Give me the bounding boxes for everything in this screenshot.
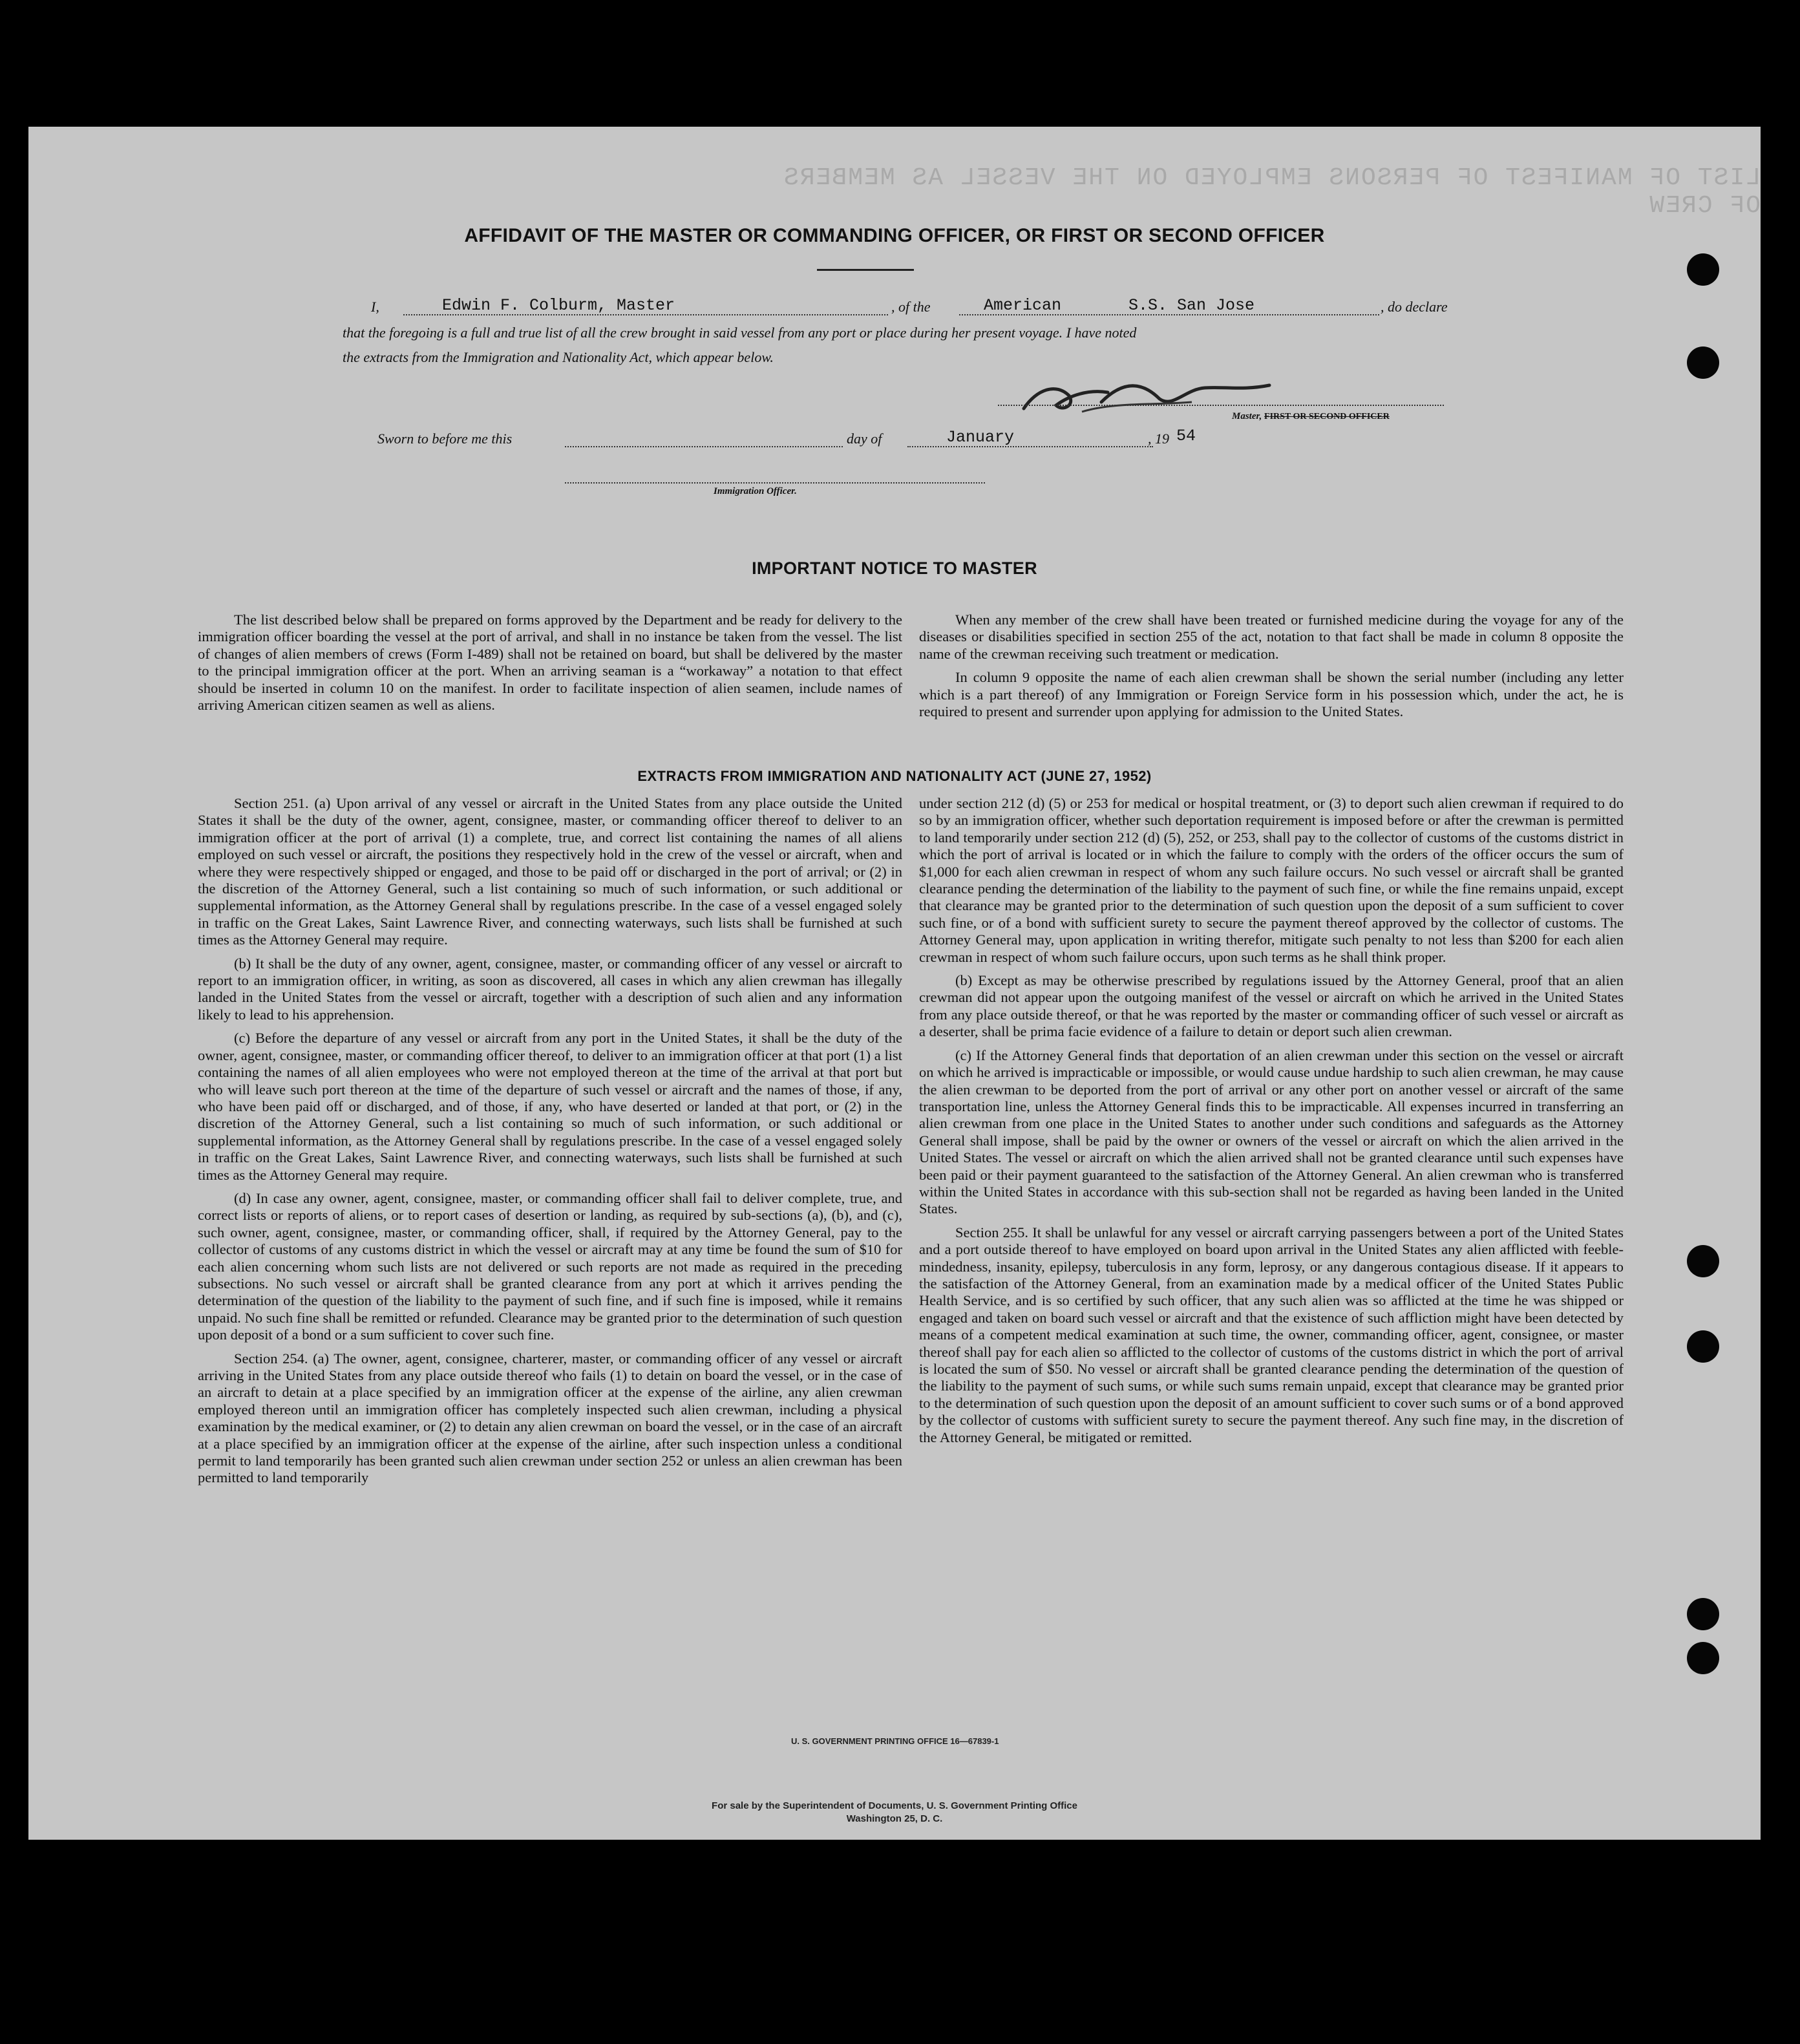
- master-name: Edwin F. Colburm, Master: [442, 296, 675, 315]
- bleed-through-heading: LIST OF MANIFEST OF PERSONS EMPLOYED ON THE VESSEL AS MEMBERS OF CREW: [782, 164, 1761, 220]
- notice-left-column: [198, 612, 902, 720]
- notice-title: IMPORTANT NOTICE TO MASTER: [752, 559, 1037, 578]
- extracts-left-column: [198, 795, 902, 1493]
- year-prefix: , 19: [1148, 431, 1169, 447]
- sworn-month: January: [946, 428, 1015, 447]
- section-254-c: (c) If the Attorney General finds that deportation of an alien crewman under this section on the vessel or aircraft on which he arrived is impracticable or impossible, or would cause undue hardship to such alien crewman, he may cause the alien crewman to be deported from the port of arrival or any other port on another vessel or aircraft of the same transportation line, unless the Attorney General finds this to be impracticable. All expenses incurred in transferring an alien crewman from one place in the United States to another under such conditions and safeguards as the Attorney General shall impose, shall be paid by the owner or owners of the vessel or aircraft on which the alien arrived in the United States. The vessel or aircraft on which the alien arrived shall not be granted clearance until such expenses have been paid or their payment guaranteed to the satisfaction of the Attorney General. An alien crewman who is transferred within the United States in accordance with this sub-section shall not be regarded as having been landed in the United States.: [919, 1047, 1624, 1217]
- notice-right-column: [919, 612, 1624, 727]
- affidavit-i-label: I,: [371, 299, 379, 315]
- printing-office-note: U. S. GOVERNMENT PRINTING OFFICE 16—67839-1: [791, 1736, 999, 1746]
- sale-notice: [28, 1800, 1761, 1826]
- struck-officer-caption: FIRST OR SECOND OFFICER: [1264, 412, 1390, 421]
- immigration-officer-caption: Immigration Officer.: [714, 486, 797, 496]
- section-251-c: (c) Before the departure of any vessel or aircraft from any port in the United States, it shall be the duty of the owner, agent, consignee, master, or commanding officer thereof, to deliver to an immigration officer at that port (1) a list containing the names of all alien employees who were not employed thereon at the time of the arrival at that port but who will leave such port thereon at the time of the departure of such vessel or aircraft and the names of those, if any, who have been paid off or discharged, and of those, if any, who have deserted or landed at that port, or (2) in the discretion of the Attorney General, such a list containing so much of such information, or such additional or supplemental information, as the Attorney General shall by regulations prescribe. In the case of a vessel engaged solely in traffic on the Great Lakes, Saint Lawrence River, and connecting waterways, such lists shall be furnished at such times as the Attorney General may require.: [198, 1030, 902, 1183]
- sworn-day-line: [565, 446, 843, 447]
- punch-hole: [1687, 1598, 1719, 1630]
- affidavit-line-2: that the foregoing is a full and true list of all the crew brought in said vessel from any port or place during her present voyage. I have noted: [343, 325, 1137, 341]
- punch-hole: [1687, 1642, 1719, 1674]
- vessel-nationality: American: [984, 296, 1062, 315]
- immigration-officer-line: [565, 482, 985, 484]
- extracts-title: EXTRACTS FROM IMMIGRATION AND NATIONALITY ACT (JUNE 27, 1952): [637, 768, 1152, 784]
- sworn-year: 54: [1176, 427, 1196, 445]
- master-caption-label: Master,: [1232, 411, 1262, 421]
- vessel-name: S.S. San Jose: [1128, 296, 1255, 315]
- sworn-month-line: [907, 446, 1153, 447]
- section-254-a-continued: under section 212 (d) (5) or 253 for medical or hospital treatment, or (3) to deport such alien crewman if required to do so by an immigration officer, whether such deportation requirement is imposed before or after the crewman is permitted to land temporarily under section 212 (d) (5), 252, or 253, shall pay to the collector of customs of the customs district in which the port of arrival is located or in which the failure to comply with the orders of the officer occurs the sum of $1,000 for each alien crewman in respect of whom any such failure occurs. No such vessel or aircraft shall be granted clearance pending the determination of the liability to the payment of such fine, or while the fine remains unpaid, except that clearance may be granted prior to the determination of such question upon the deposit of a sum sufficient to cover such fine, or of a bond with sufficient surety to secure the payment thereof approved by the collector of customs. The Attorney General may, upon application in writing therefor, mitigate such penalty to not less than $200 for each alien crewman in respect of whom such failure occurs, upon such terms as he shall think proper.: [919, 795, 1624, 965]
- affidavit-line-3: the extracts from the Immigration and Nationality Act, which appear below.: [343, 349, 774, 365]
- punch-hole: [1687, 1330, 1719, 1363]
- title-rule: [817, 269, 914, 271]
- sworn-label: Sworn to before me this: [377, 431, 513, 447]
- notice-right-paragraph-1: When any member of the crew shall have been treated or furnished medicine during the voyage for any of the diseases or disabilities specified in section 255 of the act, notation to that fact shall be made in column 8 opposite the name of the crewman receiving such treatment or medication.: [919, 612, 1624, 662]
- master-signature-line: [998, 405, 1444, 406]
- punch-hole: [1687, 1245, 1719, 1277]
- do-declare-label: , do declare: [1381, 299, 1448, 315]
- section-254-b: (b) Except as may be otherwise prescribed by regulations issued by the Attorney General, proof that an alien crewman did not appear upon the outgoing manifest of the vessel or aircraft on which he arrived in the United States from any place outside thereof, or that he was reported by the master or commanding officer of such vessel or aircraft as a deserter, shall be prima facie evidence of a failure to detain or deport such alien crewman.: [919, 972, 1624, 1040]
- sale-line-2: Washington 25, D. C.: [846, 1813, 943, 1824]
- notice-left-paragraph: The list described below shall be prepared on forms approved by the Department and be ready for delivery to the immigration officer boarding the vessel at the port of arrival, and shall in no instance be taken from the vessel. The list of changes of alien members of crews (Form I-489) shall not be retained on board, but shall be delivered by the master to the principal immigration officer at the port. When an arriving seaman is a “workaway” a notation to that effect should be inserted in column 10 on the manifest. In order to facilitate inspection of alien seamen, include names of arriving American citizen seamen as well as aliens.: [198, 612, 902, 714]
- punch-hole: [1687, 346, 1719, 379]
- of-the-label: , of the: [891, 299, 931, 315]
- section-251-b: (b) It shall be the duty of any owner, agent, consignee, master, or commanding officer of any vessel or aircraft to report to an immigration officer, in writing, as soon as discovered, all cases in which any alien crewman has illegally landed in the United States from the vessel or aircraft, together with a description of such alien and any information likely to lead to his apprehension.: [198, 955, 902, 1023]
- extracts-right-column: [919, 795, 1624, 1453]
- sale-line-1: For sale by the Superintendent of Documents, U. S. Government Printing Office: [712, 1800, 1077, 1811]
- section-254-a: Section 254. (a) The owner, agent, consignee, charterer, master, or commanding officer of any vessel or aircraft arriving in the United States from any place outside thereof who fails (1) to detain on board the vessel, or in the case of an aircraft to detain at a place specified by an immigration officer at the expense of the airline, any alien crewman employed thereon until an immigration officer has completely inspected such alien crewman, including a physical examination by the medical examiner, or (2) to detain any alien crewman on board the vessel, or in the case of an aircraft at a place specified by an immigration officer at the expense of the airline, after such inspection unless a conditional permit to land temporarily has been granted such alien crewman under section 252 or unless an alien crewman has been permitted to land temporarily: [198, 1350, 902, 1486]
- day-of-label: day of: [847, 431, 882, 447]
- section-251-a: Section 251. (a) Upon arrival of any vessel or aircraft in the United States from any place outside the United States it shall be the duty of the owner, agent, consignee, master, or commanding officer thereof to deliver to an immigration officer at the port of arrival (1) a complete, true, and correct list containing the names of all aliens employed on such vessel or aircraft, the positions they respectively hold in the crew of the vessel or aircraft, when and where they were respectively shipped or engaged, and those to be paid off or discharged in the port of arrival; or (2) in the discretion of the Attorney General, such a list containing so much of such information, or such additional or supplemental information, as the Attorney General shall by regulations prescribe. In the case of a vessel engaged solely in traffic on the Great Lakes, Saint Lawrence River, and connecting waterways, such lists shall be furnished at such times as the Attorney General may require.: [198, 795, 902, 948]
- notice-right-paragraph-2: In column 9 opposite the name of each alien crewman shall be shown the serial number (including any letter which is a part thereof) of any Immigration or Foreign Service form in his possession which, under the act, he is required to present and surrender upon applying for admission to the United States.: [919, 669, 1624, 720]
- master-caption: [1232, 411, 1390, 422]
- punch-hole: [1687, 253, 1719, 286]
- document-sheet: [28, 127, 1761, 1840]
- affidavit-title: AFFIDAVIT OF THE MASTER OR COMMANDING OFFICER, OR FIRST OR SECOND OFFICER: [464, 225, 1325, 246]
- section-251-d: (d) In case any owner, agent, consignee, master, or commanding officer shall fail to deliver complete, true, and correct lists or reports of aliens, or to report cases of desertion or landing, as required by sub-sections (a), (b), and (c), such owner, agent, consignee, master, or commanding officer, shall, if required by the Attorney General, pay to the collector of customs of any customs district in which the vessel or aircraft may at any time be found the sum of $10 for each alien concerning whom such lists are not delivered or such reports are not made as required in the preceding subsections. No such vessel or aircraft shall be granted clearance from any port at which it arrives pending the determination of the question of the liability to the payment of such fine, and if such fine is imposed, while it remains unpaid. No such fine shall be remitted or refunded. Clearance may be granted prior to the determination of such question upon deposit of a bond or a sum sufficient to cover such fine.: [198, 1189, 902, 1343]
- section-255: Section 255. It shall be unlawful for any vessel or aircraft carrying passengers between a port of the United States and a port outside thereof to have employed on board upon arrival in the United States any alien afflicted with feeble-mindedness, insanity, epilepsy, tuberculosis in any form, leprosy, or any dangerous contagious disease. If it appears to the satisfaction of the Attorney General, from an examination made by a medical officer of the United States Public Health Service, and is so certified by such officer, that any such alien was so afflicted at the time he was shipped or engaged and taken on board such vessel or aircraft and that the existence of such affliction might have been detected by means of a competent medical examination at such time, the owner, commanding officer, agent, consignee, or master thereof shall pay for each alien so afflicted to the collector of customs of the customs district in which the port of arrival is located the sum of $50. No vessel or aircraft shall be granted clearance pending the determination of the question of the liability to the payment of such sums, or while such sums remain unpaid, except that clearance may be granted prior to the determination of such question upon the deposit of an amount sufficient to cover such sums or of a bond approved by the collector of customs with sufficient surety to secure the payment thereof. Any such fine may, in the discretion of the Attorney General, be mitigated or remitted.: [919, 1224, 1624, 1445]
